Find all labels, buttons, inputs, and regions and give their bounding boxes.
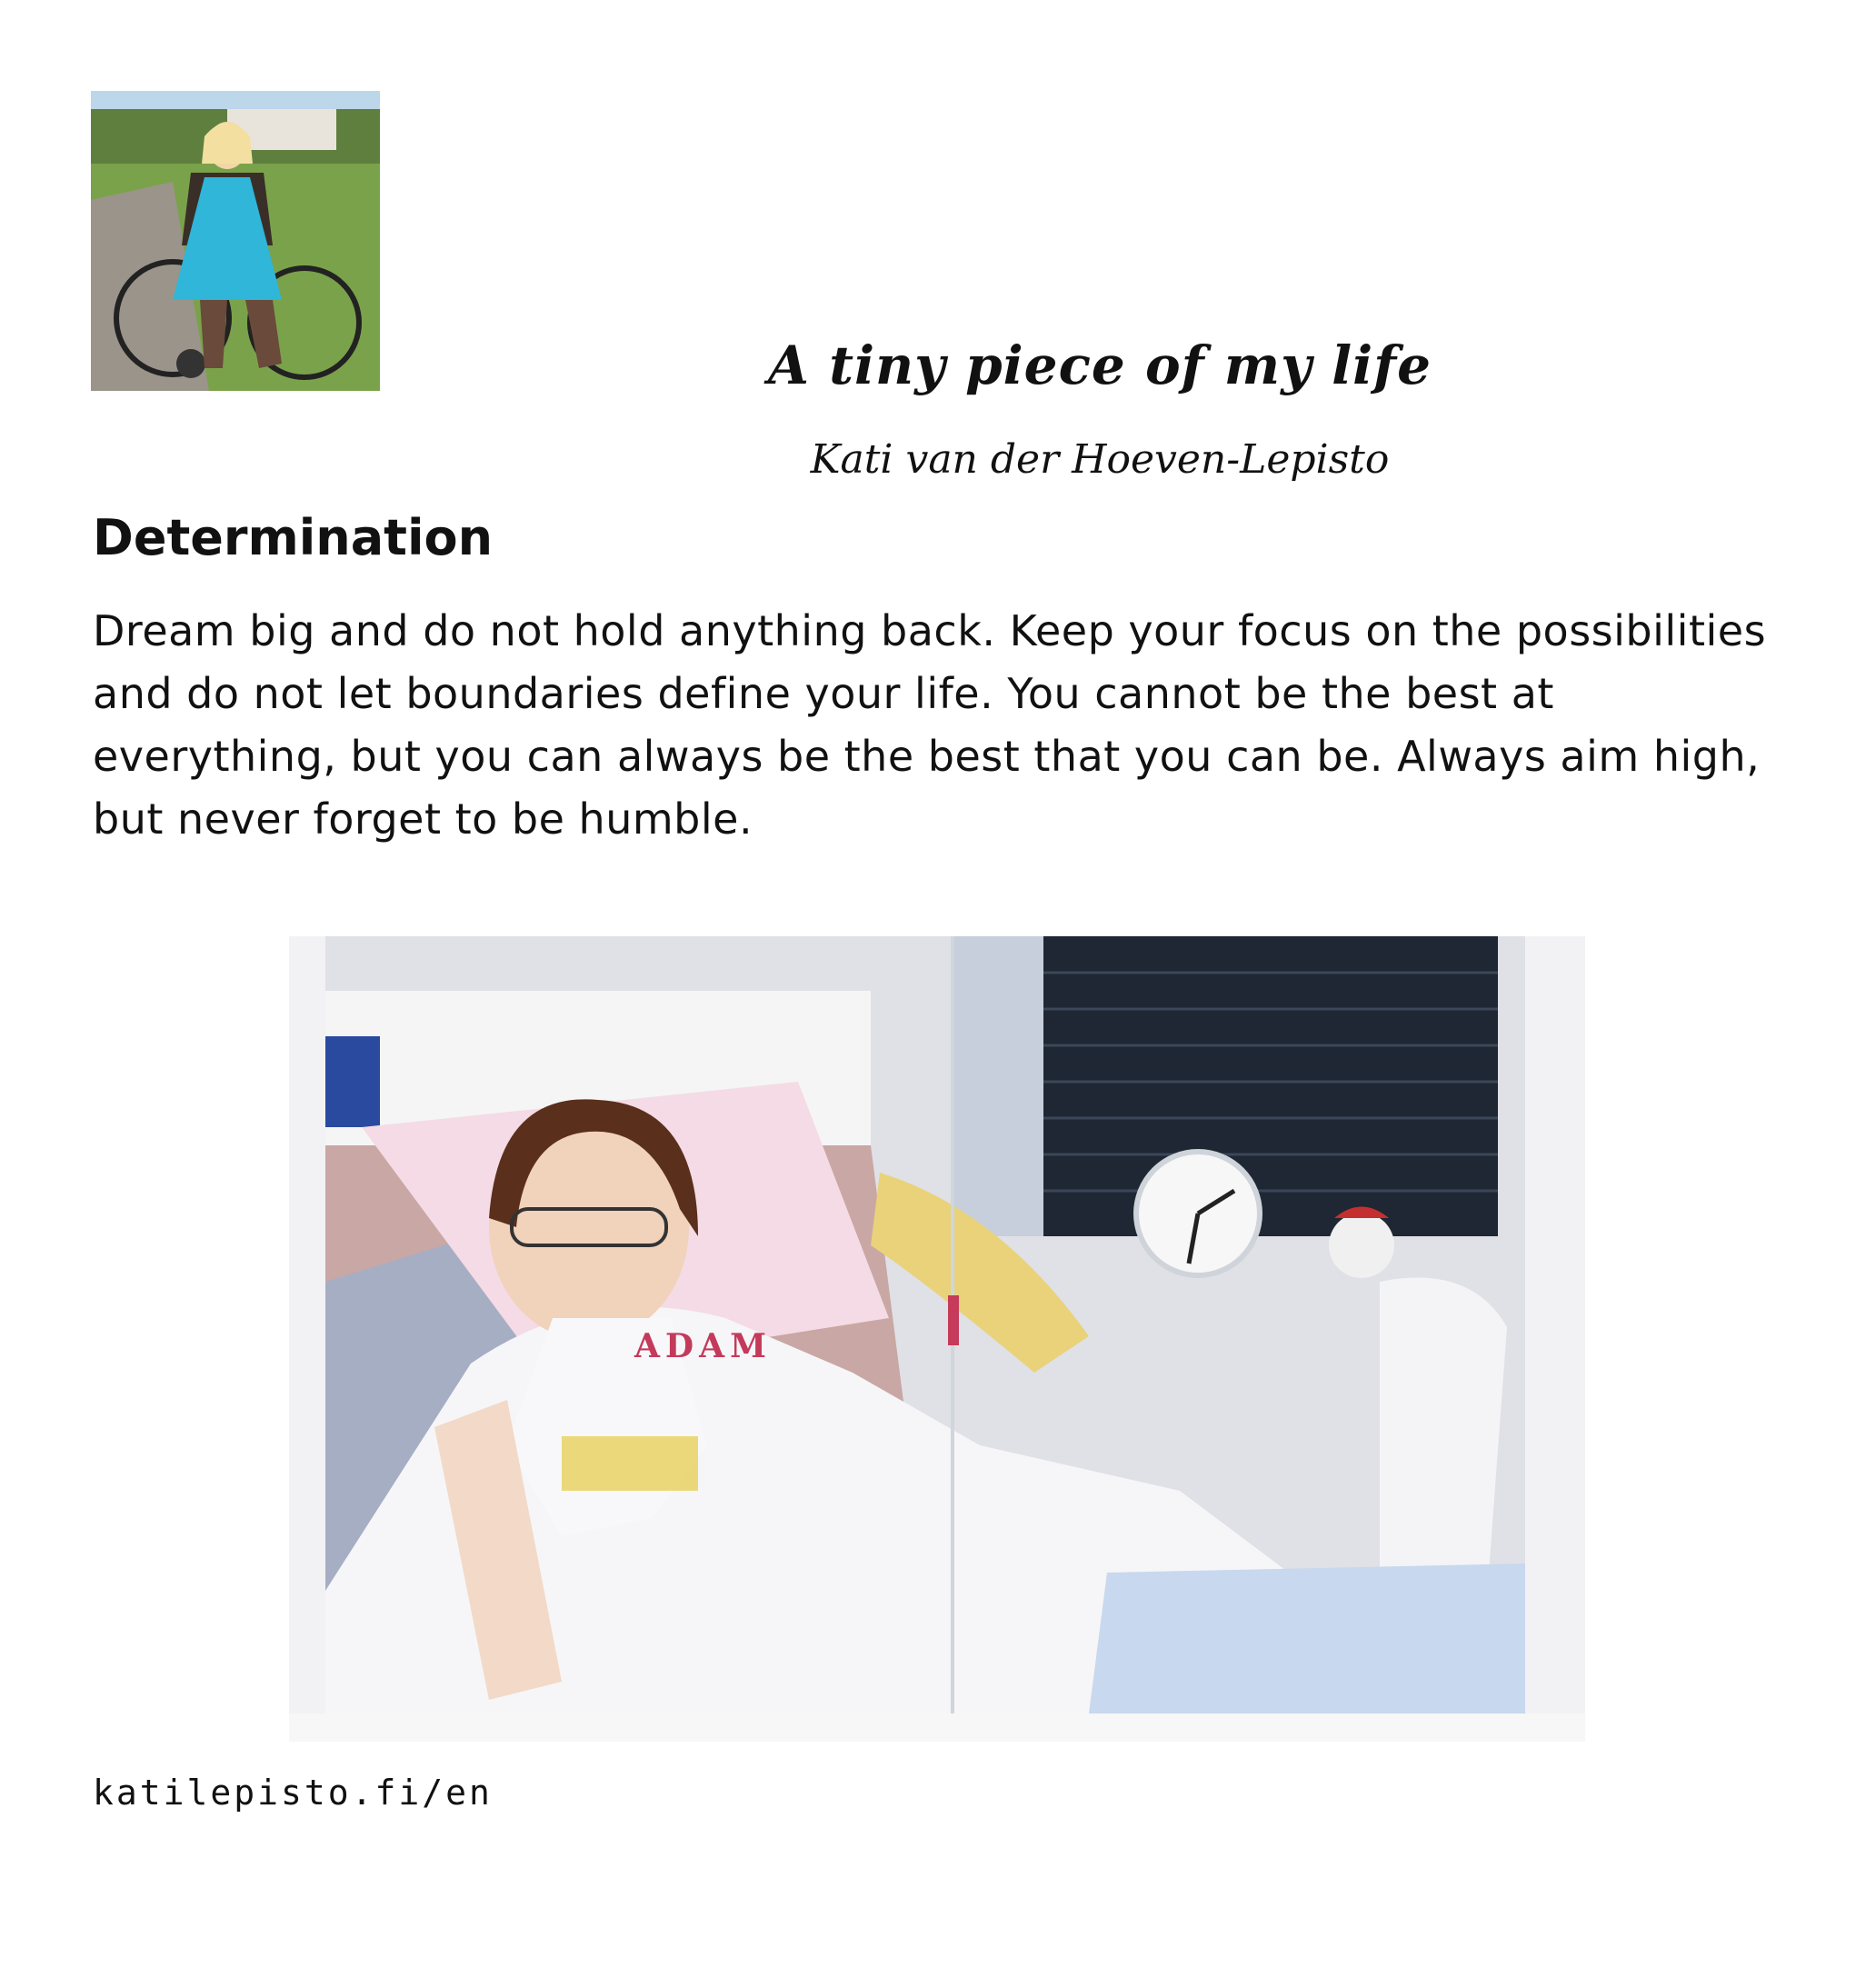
hospital-bed-photo	[289, 936, 1585, 1742]
shirt-text: ADAM	[634, 1327, 772, 1365]
author-name: Kati van der Hoeven-Lepisto	[810, 436, 1390, 483]
page-title: A tiny piece of my life	[768, 335, 1432, 396]
profile-photo	[91, 91, 380, 391]
section-body-text: Dream big and do not hold anything back. Keep your focus on the possibilities and do not let boundaries define your life. You cannot be the best at everything, but you can always be the best that you can be. Always aim high, but never forget to be humble.	[93, 606, 1767, 844]
section-heading: Determination	[93, 509, 494, 566]
footer-url: katilepisto.fi/en	[93, 1773, 493, 1813]
